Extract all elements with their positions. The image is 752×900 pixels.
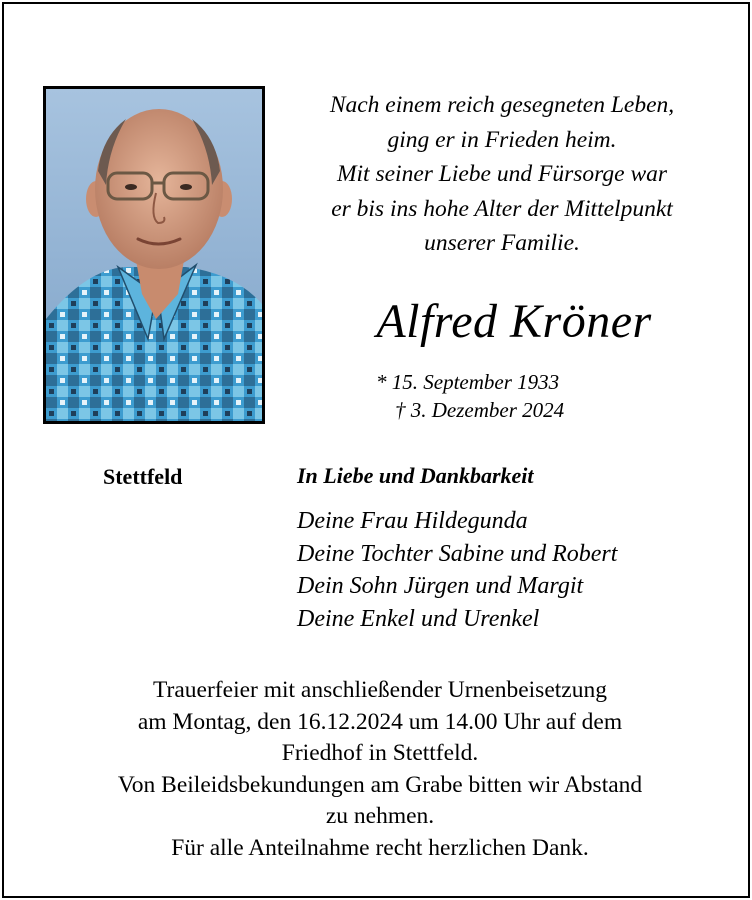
family-list	[297, 505, 617, 635]
quote-line: Nach einem reich gesegneten Leben,	[329, 92, 675, 118]
place-name: Stettfeld	[103, 464, 183, 489]
ceremony-line: am Montag, den 16.12.2024 um 14.00 Uhr auf dem	[137, 708, 623, 735]
ceremony-info	[34, 675, 726, 864]
family-member: Deine Frau Hildegunda	[297, 508, 528, 534]
family-member: Deine Enkel und Urenkel	[297, 605, 540, 632]
ceremony-line: zu nehmen.	[325, 803, 435, 829]
life-dates	[376, 368, 564, 424]
family-member: Deine Tochter Sabine und Robert	[297, 540, 618, 567]
quote-line: Mit seiner Liebe und Fürsorge war	[336, 161, 668, 187]
ceremony-line: Trauerfeier mit anschließender Urnenbeisetzung	[153, 677, 607, 703]
ceremony-line: Friedhof in Stettfeld.	[281, 740, 479, 766]
ceremony-line: Von Beileidsbekundungen am Grabe bitten wir Abstand	[117, 771, 643, 798]
portrait-photo	[43, 86, 265, 424]
memorial-quote	[274, 88, 730, 261]
birth-date: * 15. September 1933	[376, 370, 560, 394]
deceased-name: Alfred Kröner	[376, 295, 652, 348]
obituary-card	[2, 2, 750, 898]
quote-line: unserer Familie.	[424, 230, 580, 256]
quote-line: ging er in Frieden heim.	[387, 126, 617, 153]
family-member: Dein Sohn Jürgen und Margit	[297, 573, 584, 599]
closing-heading: In Liebe und Dankbarkeit	[297, 463, 534, 488]
quote-line: er bis ins hohe Alter der Mittelpunkt	[331, 195, 673, 222]
ceremony-line: Für alle Anteilnahme recht herzlichen Dank.	[171, 834, 589, 861]
death-date: † 3. Dezember 2024	[395, 398, 565, 422]
